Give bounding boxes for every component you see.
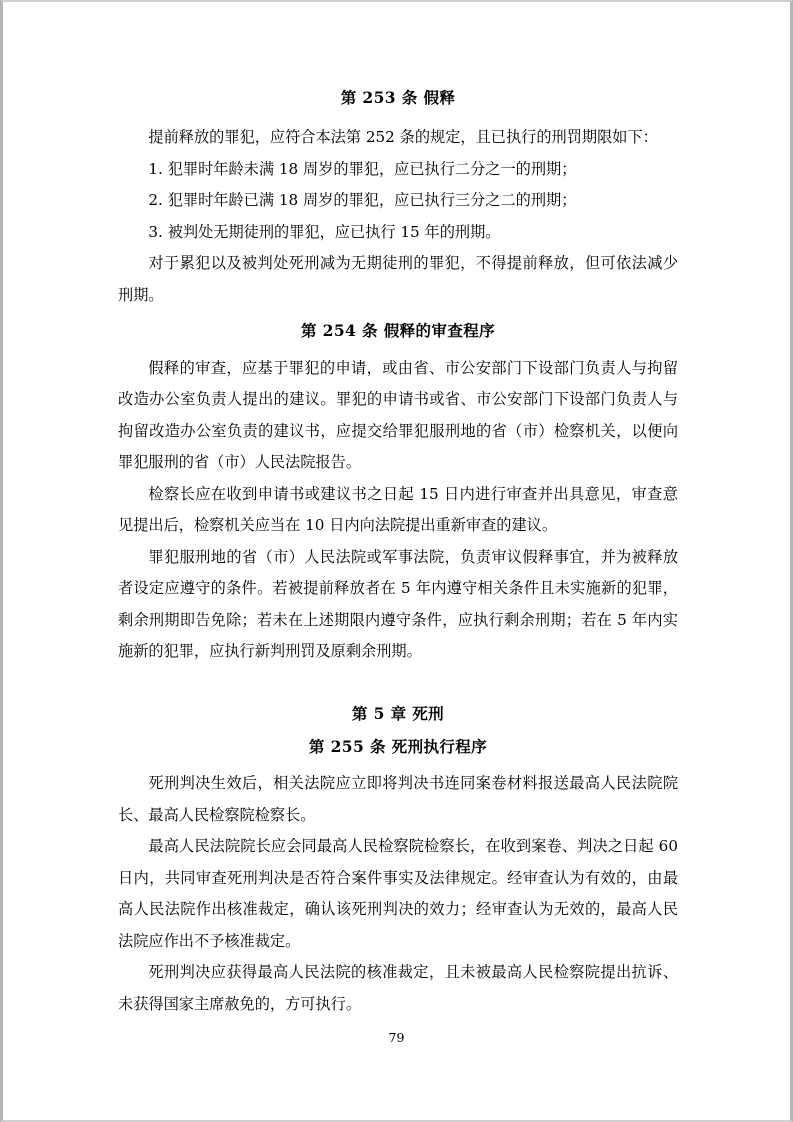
paragraph-254-3: 罪犯服刑地的省（市）人民法院或军事法院，负责审议假释事宜，并为被释放者设定应遵守的条件。若被提前释放者在 5 年内遵守相关条件且未实施新的犯罪，剩余刑期即告免除；若未在上述期限内遵守条件，应执行剩余刑期；若在 5 年内实施新的犯罪，应执行新判刑罚及原剩余刑期。 <box>118 547 678 660</box>
paragraph-255-1: 死刑判决生效后，相关法院应立即将判决书连同案卷材料报送最高人民法院院长、最高人民检察院检察长。 <box>118 774 678 824</box>
list-item-253-1: 1. 犯罪时年龄未满 18 周岁的罪犯，应已执行二分之一的刑期； <box>148 159 577 178</box>
section-heading-253: 第 253 条 假释 <box>340 88 456 107</box>
section-heading-254: 第 254 条 假释的审查程序 <box>300 321 496 341</box>
paragraph-254-1: 假释的审查，应基于罪犯的申请，或由省、市公安部门下设部门负责人与拘留改造办公室负责人提出的建议。罪犯的申请书或省、市公安部门下设部门负责人与拘留改造办公室负责的建议书，应提交给罪犯服刑地的省（市）检察机关，以便向罪犯服刑的省（市）人民法院报告。 <box>118 358 678 471</box>
section-heading-255: 第 255 条 死刑执行程序 <box>308 736 488 756</box>
paragraph-253-final: 对于累犯以及被判处死刑减为无期徒刑的罪犯，不得提前释放，但可依法减少刑期。 <box>118 254 678 304</box>
list-item-253-3: 3. 被判处无期徒刑的罪犯，应已执行 15 年的刑期。 <box>148 222 501 241</box>
document-content <box>118 86 678 1020</box>
paragraph-253-intro: 提前释放的罪犯，应符合本法第 252 条的规定，且已执行的刑罚期限如下： <box>148 128 658 147</box>
chapter-heading-5: 第 5 章 死刑 <box>351 703 445 723</box>
list-item-253-2: 2. 犯罪时年龄已满 18 周岁的罪犯，应已执行三分之二的刑期； <box>148 191 577 210</box>
paragraph-255-2: 最高人民法院院长应会同最高人民检察院检察长，在收到案卷、判决之日起 60 日内，共同审查死刑判决是否符合案件事实及法律规定。经审查认为有效的，由最高人民法院作出核准裁定，确认该死刑判决的效力；经审查认为无效的，最高人民法院应作出不予核准裁定。 <box>118 837 678 950</box>
chapter-spacer <box>118 668 678 702</box>
paragraph-255-3: 死刑判决应获得最高人民法院的核准裁定，且未被最高人民检察院提出抗诉、未获得国家主席赦免的，方可执行。 <box>118 963 678 1013</box>
page-number: 79 <box>388 1030 405 1045</box>
paragraph-254-2: 检察长应在收到申请书或建议书之日起 15 日内进行审查并出具意见，审查意见提出后，检察机关应当在 10 日内向法院提出重新审查的建议。 <box>118 484 678 534</box>
